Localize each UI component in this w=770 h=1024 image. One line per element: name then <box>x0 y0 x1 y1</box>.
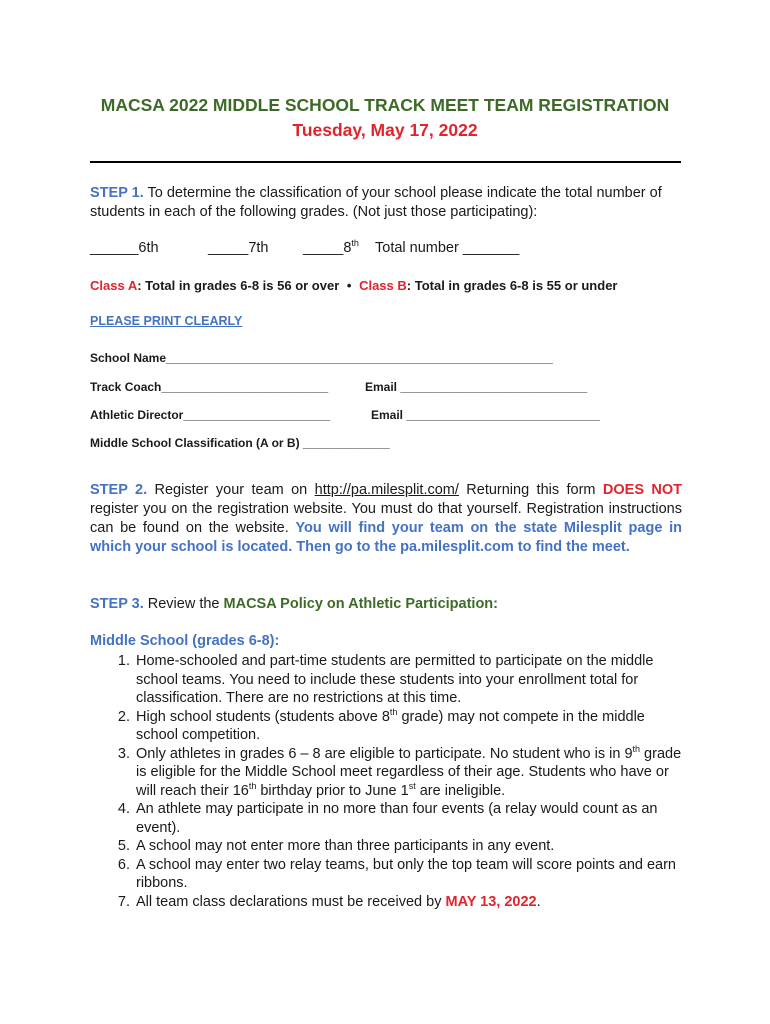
grade8-suffix: th <box>351 238 359 249</box>
step1-text: To determine the classification of your school please indicate the total number of students in each of the following grades. (Not just those participating): <box>90 185 662 220</box>
class-a-text: : Total in grades 6-8 is 56 or over <box>137 278 340 293</box>
title-divider <box>90 161 681 163</box>
grade6-field[interactable]: ______6th <box>90 240 159 256</box>
step2-text-1: Register your team on <box>147 482 315 498</box>
superscript: th <box>389 706 398 717</box>
school-name-field[interactable]: School Name__________________________________________________________ <box>90 351 554 365</box>
policy-title: MACSA Policy on Athletic Participation: <box>223 596 498 612</box>
step1-label: STEP 1. <box>90 185 144 201</box>
page-title: MACSA 2022 MIDDLE SCHOOL TRACK MEET TEAM REGISTRATION <box>100 95 670 115</box>
grade8-blank: _____8 <box>303 240 352 256</box>
policy-item-4: An athlete may participate in no more than four events (a relay would count as an event). <box>136 801 658 836</box>
grade7-field[interactable]: _____7th <box>208 240 269 256</box>
coach-email-field[interactable]: Email ____________________________ <box>365 380 588 394</box>
list-item <box>134 708 682 745</box>
step2-text-3: register you on the registration website. You must do that yourself. Registration instructions can be found on the website. <box>90 501 682 536</box>
ad-email-field[interactable]: Email _____________________________ <box>371 408 600 422</box>
track-coach-field[interactable]: Track Coach_________________________ <box>90 380 329 394</box>
superscript: st <box>408 780 416 791</box>
superscript: th <box>248 780 257 791</box>
does-not-emphasis: DOES NOT <box>602 482 682 498</box>
class-b-text: : Total in grades 6-8 is 55 or under <box>406 278 618 293</box>
list-item <box>134 837 682 856</box>
policy-list <box>90 652 682 911</box>
policy-item-6: A school may enter two relay teams, but only the top team will score points and earn ribbons. <box>136 856 676 891</box>
classification-field[interactable]: Middle School Classification (A or B) _____________ <box>90 436 390 450</box>
policy-item-2b: grade) may not compete in the middle school competition. <box>136 708 645 743</box>
list-item <box>134 893 682 912</box>
middle-school-heading: Middle School (grades 6-8): <box>90 633 280 649</box>
list-item <box>134 856 682 893</box>
step3-label: STEP 3. <box>90 596 144 612</box>
deadline-date: MAY 13, 2022 <box>445 893 537 910</box>
step2-label: STEP 2. <box>90 482 148 498</box>
athletic-director-field[interactable]: Athletic Director______________________ <box>90 408 331 422</box>
policy-item-3b: grade is eligible for the Middle School meet regardless of their age. Students who have or will reach their 16 <box>136 745 682 799</box>
policy-item-3c: birthday prior to June 1 <box>256 782 409 799</box>
superscript: th <box>632 743 641 754</box>
print-clearly-notice: PLEASE PRINT CLEARLY <box>90 314 243 328</box>
class-b-label: Class B <box>359 278 407 293</box>
list-item <box>134 652 682 708</box>
grade8-field[interactable] <box>303 240 375 256</box>
meet-date: Tuesday, May 17, 2022 <box>292 120 478 140</box>
class-a-label: Class A <box>90 278 138 293</box>
step1-paragraph <box>90 184 682 222</box>
policy-item-3a: Only athletes in grades 6 – 8 are eligible to participate. No student who is in 9 <box>136 745 633 762</box>
policy-item-5: A school may not enter more than three participants in any event. <box>136 838 555 854</box>
grade-counts-row <box>90 240 682 256</box>
class-definitions <box>90 278 690 293</box>
step2-text-2: Returning this form <box>458 482 603 498</box>
step3-text: Review the <box>143 596 224 612</box>
milesplit-link[interactable]: http://pa.milesplit.com/ <box>314 482 459 498</box>
policy-item-3d: are ineligible. <box>415 782 506 799</box>
step3-paragraph <box>90 595 682 614</box>
step2-paragraph <box>90 481 682 557</box>
policy-item-1: Home-schooled and part-time students are permitted to participate on the middle school teams. You need to include these students into your enrollment total for classification. There are no restrictions at this time. <box>136 653 654 706</box>
list-item <box>134 745 682 801</box>
policy-item-2a: High school students (students above 8 <box>136 708 390 725</box>
bullet-separator: • <box>346 278 352 293</box>
policy-item-7b: . <box>536 893 541 910</box>
total-number-field[interactable]: Total number _______ <box>375 240 520 256</box>
list-item <box>134 800 682 837</box>
step2-find-team-note: You will find your team on the state Milesplit page in which your school is located. Then go to the pa.milesplit.com to find the meet. <box>90 520 682 555</box>
policy-item-7a: All team class declarations must be received by <box>136 893 446 910</box>
